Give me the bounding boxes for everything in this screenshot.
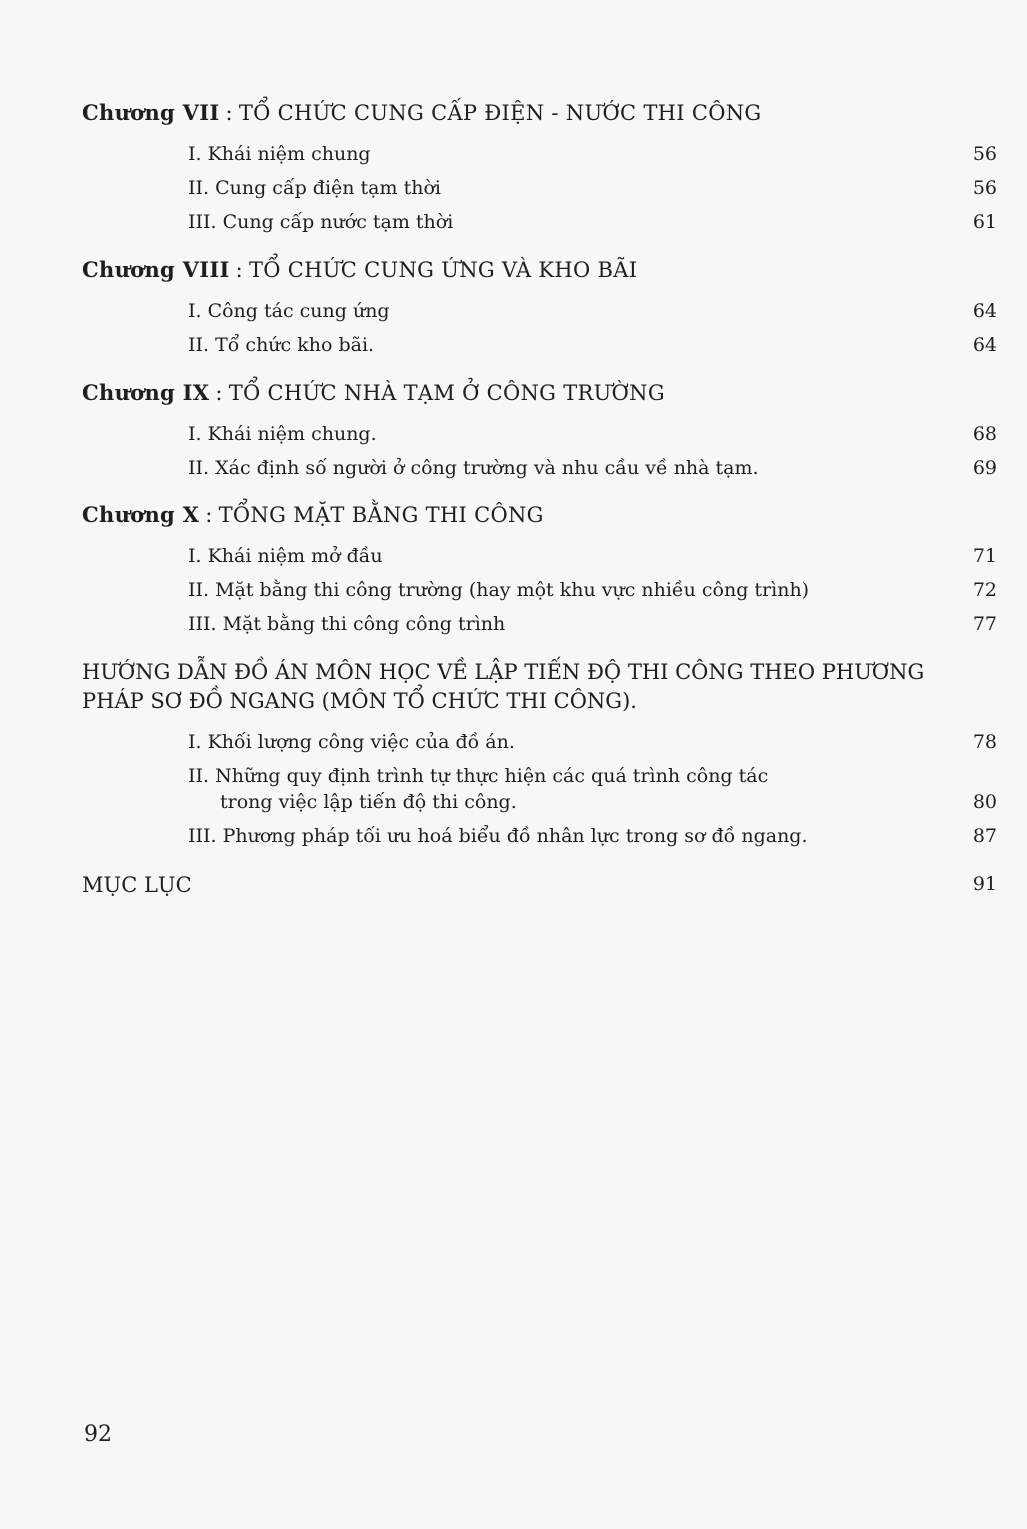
entry-page: 56 (972, 177, 997, 199)
entry-page: 91 (972, 873, 997, 895)
entry-text: II. Mặt bằng thi công trường (hay một khu vực nhiều công trình) (188, 579, 810, 601)
chapter-heading (82, 100, 761, 125)
chapter-separator: : (215, 381, 223, 405)
entry-page: 77 (972, 613, 997, 635)
chapter-label: Chương VII (82, 100, 220, 125)
chapter-title: TỔ CHỨC NHÀ TẠM Ở CÔNG TRƯỜNG (228, 381, 665, 405)
entry-text: I. Công tác cung ứng (188, 300, 390, 322)
entry-page: 56 (972, 143, 997, 165)
entry-text: III. Cung cấp nước tạm thời (188, 211, 454, 233)
entry-page: 64 (972, 300, 997, 322)
entry-page: 68 (972, 423, 997, 445)
page-number: 92 (84, 1422, 112, 1447)
entry-text: II. Xác định số người ở công trường và nhu cầu về nhà tạm. (188, 457, 759, 479)
entry-text: II. Những quy định trình tự thực hiện các quá trình công tác (188, 765, 769, 787)
guide-title-line2: PHÁP SƠ ĐỒ NGANG (MÔN TỔ CHỨC THI CÔNG). (82, 689, 637, 713)
chapter-title: TỔ CHỨC CUNG ỨNG VÀ KHO BÃI (248, 258, 638, 282)
chapter-heading (82, 380, 665, 405)
chapter-heading (82, 502, 544, 527)
chapter-label: Chương IX (82, 380, 210, 405)
entry-page: 72 (972, 579, 997, 601)
chapter-separator: : (235, 258, 243, 282)
entry-text: II. Tổ chức kho bãi. (188, 334, 375, 356)
entry-page: 71 (972, 545, 997, 567)
entry-text: I. Khái niệm chung. (188, 423, 377, 445)
entry-text: III. Phương pháp tối ưu hoá biểu đồ nhân lực trong sơ đồ ngang. (188, 825, 808, 847)
entry-page: 80 (972, 791, 997, 813)
guide-title-line1: HƯỚNG DẪN ĐỒ ÁN MÔN HỌC VỀ LẬP TIẾN ĐỘ THI CÔNG THEO PHƯƠNG (82, 660, 925, 684)
entry-text: I. Khái niệm chung (188, 143, 371, 165)
chapter-label: Chương X (82, 502, 200, 527)
entry-page: 61 (972, 211, 997, 233)
chapter-heading (82, 257, 637, 282)
entry-text-continued: trong việc lập tiến độ thi công. (220, 791, 517, 813)
chapter-label: Chương VIII (82, 257, 230, 282)
entry-page: 87 (972, 825, 997, 847)
chapter-title: TỔ CHỨC CUNG CẤP ĐIỆN - NƯỚC THI CÔNG (238, 101, 762, 125)
entry-page: 64 (972, 334, 997, 356)
chapter-title: TỔNG MẶT BẰNG THI CÔNG (218, 503, 544, 527)
toc-label: MỤC LỤC (82, 873, 192, 897)
entry-text: II. Cung cấp điện tạm thời (188, 177, 441, 199)
entry-page: 69 (972, 457, 997, 479)
chapter-separator: : (225, 101, 233, 125)
chapter-separator: : (205, 503, 213, 527)
entry-text: I. Khái niệm mở đầu (188, 545, 383, 567)
entry-page: 78 (972, 731, 997, 753)
entry-text: I. Khối lượng công việc của đồ án. (188, 731, 515, 753)
entry-text: III. Mặt bằng thi công công trình (188, 613, 506, 635)
